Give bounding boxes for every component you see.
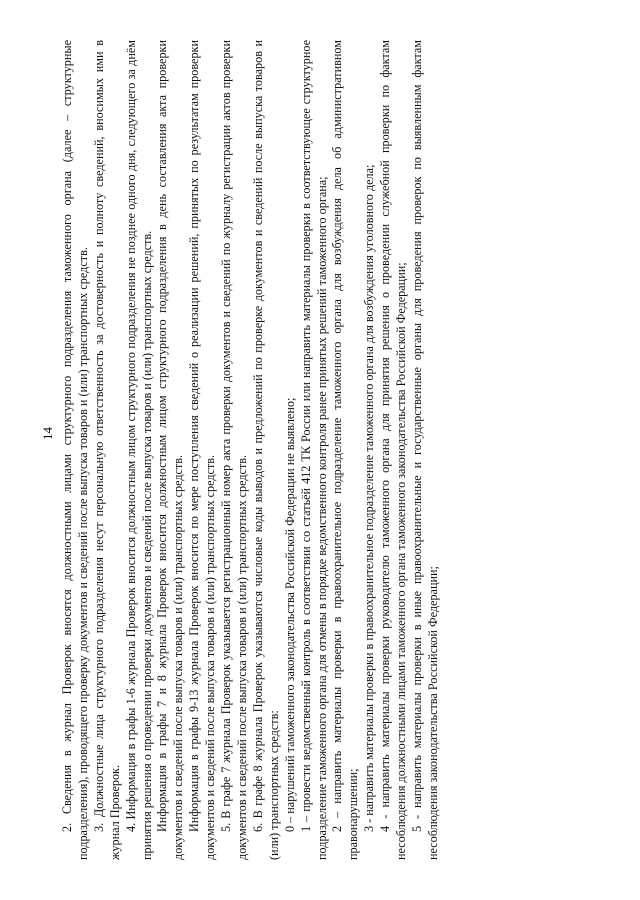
code-2: 2 – направить материалы проверки в правоохранительное подразделение таможенного органа для возбуждения дела об административном правонарушении;: [330, 40, 361, 860]
paragraph-4-cont-1: Информация в графы 7 и 8 журнала Проверок вносится должностным лицом структурного подразделения в день составления акта проверки документов и сведений после выпуска товаров и (или) транспортных средств.: [155, 40, 186, 860]
paragraph-2: 2. Сведения в журнал Проверок вносятся должностными лицами структурного подразделения таможенного органа (далее – структурные подразделения), проводящего проверку документов и сведений после выпуска товаров и (или) транспортных средств.: [60, 40, 90, 860]
code-3: 3 - направить материалы проверки в правоохранительное подразделение таможенного органа для возбуждения уголовного дела;: [362, 164, 377, 832]
paragraph-4-cont-2: Информация в графы 9-13 журнала Проверок вносится по мере поступления сведений о реализации решений, принятых по результатам проверки документов и сведений после выпуска товаров и (или) транспортных средств.: [187, 40, 218, 860]
code-0: 0 – нарушений таможенного законодательства Российской Федерации не выявлено;: [282, 397, 297, 832]
paragraph-3: 3. Должностные лица структурного подразделения несут персональную ответственность за достоверность и полноту сведений, вносимых ими в журнал Проверок.: [91, 40, 122, 860]
code-4: 4 - направить материалы проверки руководителю таможенного органа для принятия решения о проведении служебной проверки по фактам несоблюдения должностными лицами таможенного органа таможенного законодательства Российской Федерации;: [378, 40, 409, 860]
code-5: 5 - направить материалы проверки в иные правоохранительные и государственные органы для проведения проверок по выявленным фактам несоблюдения законодательства Российской Федерации;: [409, 40, 440, 860]
page-number: 14: [40, 427, 55, 440]
document-body: [60, 40, 620, 860]
paragraph-5: 5. В графе 7 журнала Проверок указывается регистрационный номер акта проверки документов и сведений по журналу регистрации актов проверки документов и сведений после выпуска товаров и (или) транспортных средств.: [219, 40, 249, 860]
code-1: 1 – провести ведомственный контроль в соответствии со статьёй 412 ТК России или направить материалы проверки в соответствующее структурное подразделение таможенного органа для отмены в порядке ведомственного контроля ранее принятых решений таможенного органа;: [298, 40, 329, 860]
paragraph-6: 6. В графе 8 журнала Проверок указываются числовые коды выводов и предложений по проверке документов и сведений после выпуска товаров и (или) транспортных средств:: [250, 40, 281, 860]
paragraph-4: 4. Информация в графы 1-6 журнала Проверок вносится должностным лицом структурного подразделения не позднее одного дня, следующего за днём принятия решения о проведении проверки документов и сведений после выпуска товаров и (или) транспортных средств.: [123, 40, 154, 860]
